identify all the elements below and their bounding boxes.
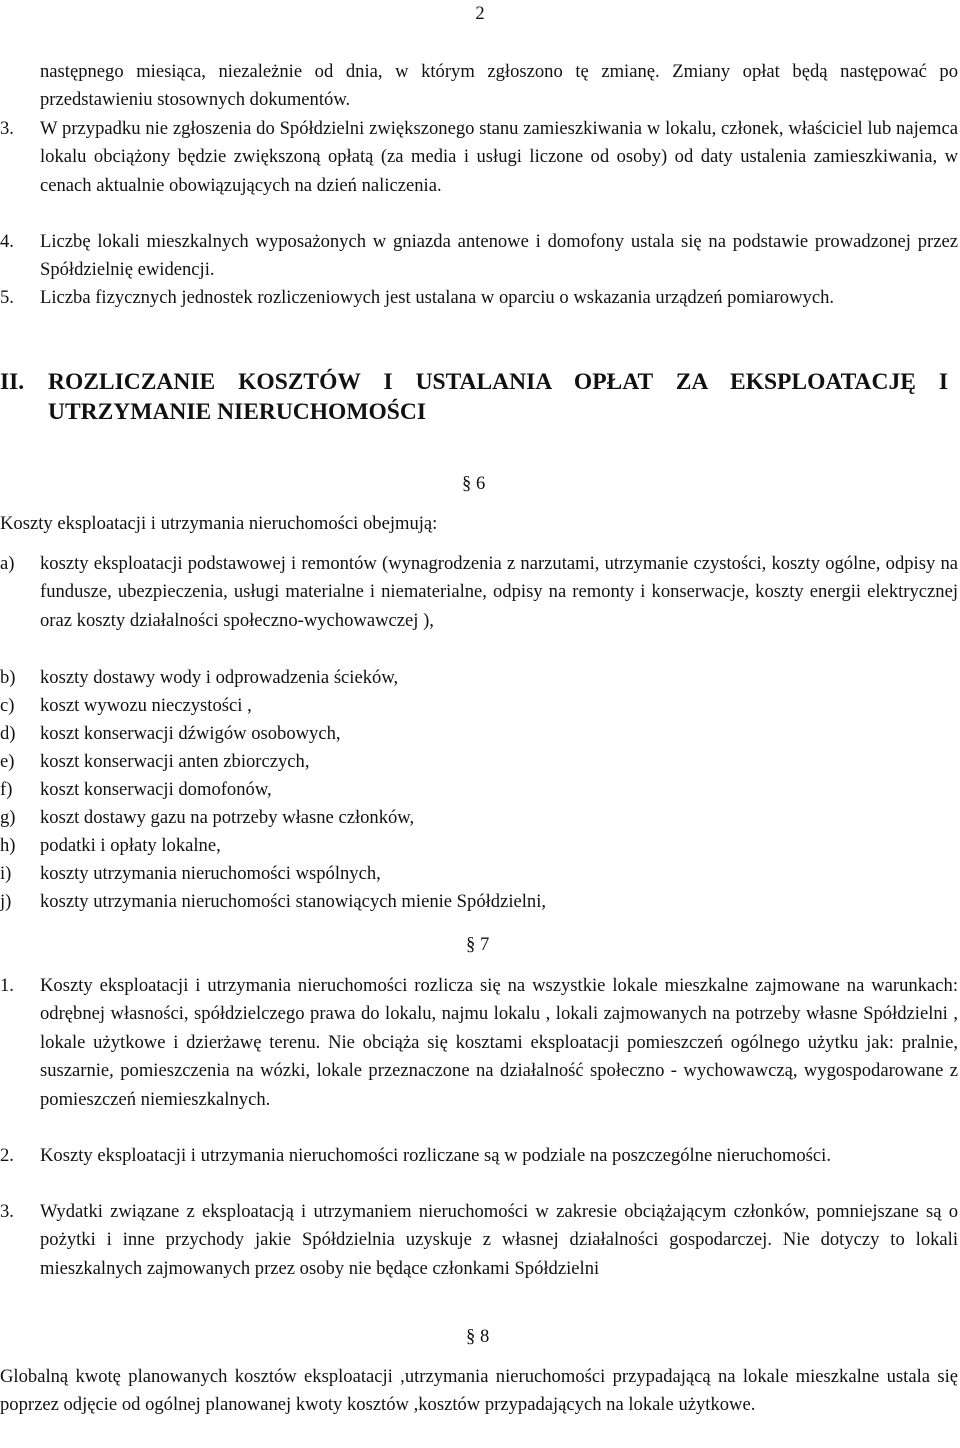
cost-item-e [0, 748, 960, 776]
intro-continuation-text: następnego miesiąca, niezależnie od dnia, w którym zgłoszono tę zmianę. Zmiany opłat będą następować po przedstawieniu stosownych dokumentów. [40, 61, 958, 111]
lead-text: Koszty eksploatacji i utrzymania nieruchomości obejmują: [0, 513, 438, 534]
cost-item-b [0, 664, 960, 692]
item-text: koszty dostawy wody i odprowadzenia ścieków, [40, 667, 399, 688]
cost-item-d [0, 720, 960, 748]
cost-item-h [0, 832, 960, 860]
item-label: a) [0, 553, 15, 574]
paragraph-7-sign: § 7 [466, 934, 490, 955]
item-number: 3. [0, 1201, 14, 1222]
item-text: Wydatki związane z eksploatacją i utrzymaniem nieruchomości w zakresie obciążającym członków, pomniejszane są o pożytki i inne przychody jakie Spółdzielnia uzyskuje z własnej działalności gospodarczej. Nie dotyczy to lokali mieszkalnych zajmowanych przez osoby nie będące członkami Spółdzielni [40, 1201, 958, 1279]
cost-item-f [0, 776, 960, 804]
paragraph-8-text: Globalną kwotę planowanych kosztów eksploatacji ,utrzymania nieruchomości przypadającą na lokale mieszkalne ustala się poprzez odjęcie od ogólnej planowanej kwoty kosztów ,kosztów przypadających na lokale użytkowe. [0, 1366, 958, 1416]
paragraph-6-sign: § 6 [462, 473, 486, 494]
item-text: Liczbę lokali mieszkalnych wyposażonych w gniazda antenowe i domofony ustala się na podstawie prowadzonej przez Spółdzielnię ewidencji. [40, 231, 958, 281]
item-text: koszty utrzymania nieruchomości wspólnych, [40, 863, 381, 884]
item-number: 3. [0, 118, 14, 139]
top-item-4 [0, 228, 960, 285]
section-roman-numeral: II. [0, 369, 25, 395]
item-text: Liczba fizycznych jednostek rozliczeniowych jest ustalana w oparciu o wskazania urządzeń pomiarowych. [40, 287, 835, 308]
paragraph-8-sign: § 8 [466, 1326, 490, 1347]
section-heading [0, 367, 960, 427]
item-text: koszty eksploatacji podstawowej i remontów (wynagrodzenia z narzutami, utrzymanie czystości, koszty ogólne, odpisy na fundusze, ubezpieczenia, usługi materialne i niematerialne, odpisy na remonty i konserwacje, koszty energii elektrycznej oraz koszty działalności społeczno-wychowawczej ), [40, 553, 958, 631]
item-number: 1. [0, 975, 14, 996]
cost-item-c [0, 692, 960, 720]
cost-item-j [0, 888, 960, 916]
item-text: koszt wywozu nieczystości , [40, 695, 252, 716]
item-label: f) [0, 779, 13, 800]
item-text: Koszty eksploatacji i utrzymania nieruchomości rozlicza się na wszystkie lokale mieszkalne zajmowane na warunkach: odrębnej własności, spółdzielczego prawa do lokalu, najmu lokalu , lokali zajmowanych na potrzeby własne Spółdzielni , lokale użytkowe i dzierżawę terenu. Nie obciąża się kosztami eksploatacji pomieszczeń ogólnego użytku jak: pralnie, suszarnie, pomieszczenia na wózki, lokale przeznaczone na działalność społeczno - wychowawczą, wygospodarowane z pomieszczeń niemieszkalnych. [40, 975, 958, 1110]
page-number: 2 [475, 3, 485, 24]
item-text: W przypadku nie zgłoszenia do Spółdzielni zwiększonego stanu zamieszkiwania w lokalu, członek, właściciel lub najemca lokalu obciążony będzie zwiększoną opłatą (za media i usługi liczone od osoby) od daty ustalenia zamieszkiwania, w cenach aktualnie obowiązujących na dzień naliczenia. [40, 118, 958, 196]
paragraph-8-body [0, 1363, 960, 1420]
top-item-3 [0, 115, 960, 200]
paragraph-7-item-3 [0, 1198, 960, 1283]
item-label: j) [0, 891, 12, 912]
top-item-5 [0, 284, 960, 312]
item-label: c) [0, 695, 15, 716]
item-label: d) [0, 723, 16, 744]
intro-continuation-block [0, 58, 960, 115]
cost-item-a [0, 550, 960, 635]
cost-item-i [0, 860, 960, 888]
item-number: 4. [0, 231, 14, 252]
item-text: koszt konserwacji domofonów, [40, 779, 272, 800]
item-label: h) [0, 835, 16, 856]
item-text: Koszty eksploatacji i utrzymania nieruchomości rozliczane są w podziale na poszczególne nieruchomości. [40, 1145, 831, 1166]
paragraph-6-lead [0, 510, 960, 538]
paragraph-7-item-2 [0, 1142, 960, 1170]
section-title: ROZLICZANIE KOSZTÓW I USTALANIA OPŁAT ZA EKSPLOATACJĘ I UTRZYMANIE NIERUCHOMOŚCI [48, 369, 948, 425]
item-text: koszty utrzymania nieruchomości stanowiących mienie Spółdzielni, [40, 891, 547, 912]
item-text: koszt dostawy gazu na potrzeby własne członków, [40, 807, 415, 828]
item-label: g) [0, 807, 16, 828]
item-label: i) [0, 863, 12, 884]
item-number: 5. [0, 287, 14, 308]
item-number: 2. [0, 1145, 14, 1166]
item-text: koszt konserwacji dźwigów osobowych, [40, 723, 341, 744]
item-text: podatki i opłaty lokalne, [40, 835, 221, 856]
item-text: koszt konserwacji anten zbiorczych, [40, 751, 310, 772]
item-label: b) [0, 667, 16, 688]
cost-item-g [0, 804, 960, 832]
item-label: e) [0, 751, 15, 772]
paragraph-7-item-1 [0, 972, 960, 1114]
